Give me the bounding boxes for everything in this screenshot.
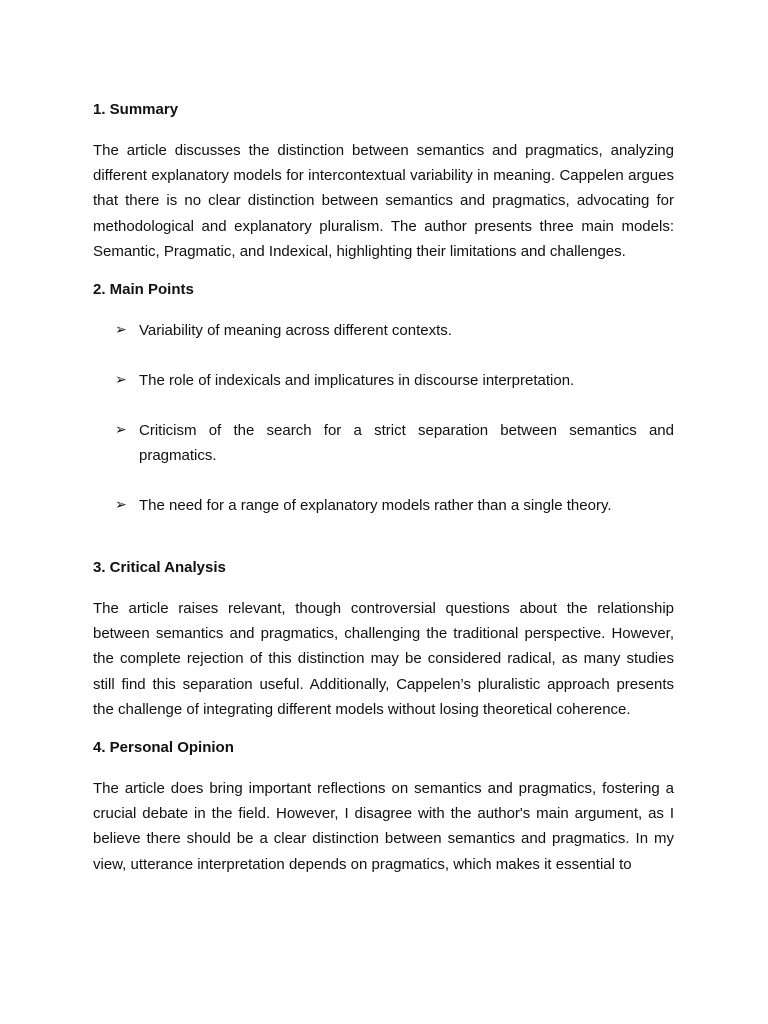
list-item-text: Variability of meaning across different contexts. xyxy=(139,322,452,340)
main-points-heading: 2. Main Points xyxy=(93,281,194,299)
personal-opinion-paragraph: The article does bring important reflections on semantics and pragmatics, fostering a crucial debate in the field. However, I disagree with the author's main argument, as I believe there should be a clear distinction between semantics and pragmatics. In my view, utterance interpretation depends on pragmatics, which makes it essential to xyxy=(93,780,674,873)
personal-opinion-heading: 4. Personal Opinion xyxy=(93,739,234,757)
list-item xyxy=(115,418,674,468)
summary-paragraph: The article discusses the distinction between semantics and pragmatics, analyzing different explanatory models for intercontextual variability in meaning. Cappelen argues that there is no clear distinction between semantics and pragmatics, advocating for methodological and explanatory pluralism. The author presents three main models: Semantic, Pragmatic, and Indexical, highlighting their limitations and challenges. xyxy=(93,142,674,260)
list-item xyxy=(115,493,674,518)
critical-analysis-paragraph: The article raises relevant, though controversial questions about the relationship between semantics and pragmatics, challenging the traditional perspective. However, the complete rejection of this distinction may be considered radical, as many studies still find this separation useful. Additionally, Cappelen’s pluralistic approach presents the challenge of integrating different models without losing theoretical coherence. xyxy=(93,600,674,718)
summary-heading: 1. Summary xyxy=(93,101,179,118)
list-item-text: The role of indexicals and implicatures in discourse interpretation. xyxy=(139,372,575,390)
arrow-bullet-icon: ➢ xyxy=(115,422,127,439)
list-item-text: The need for a range of explanatory models rather than a single theory. xyxy=(139,497,612,515)
main-points-list xyxy=(93,318,674,518)
arrow-bullet-icon: ➢ xyxy=(115,372,127,389)
list-item-text: Criticism of the search for a strict separation between semantics and pragmatics. xyxy=(139,422,674,465)
arrow-bullet-icon: ➢ xyxy=(115,497,127,514)
arrow-bullet-icon: ➢ xyxy=(115,322,127,339)
list-item xyxy=(115,318,674,343)
critical-analysis-heading: 3. Critical Analysis xyxy=(93,559,226,577)
list-item xyxy=(115,368,674,393)
